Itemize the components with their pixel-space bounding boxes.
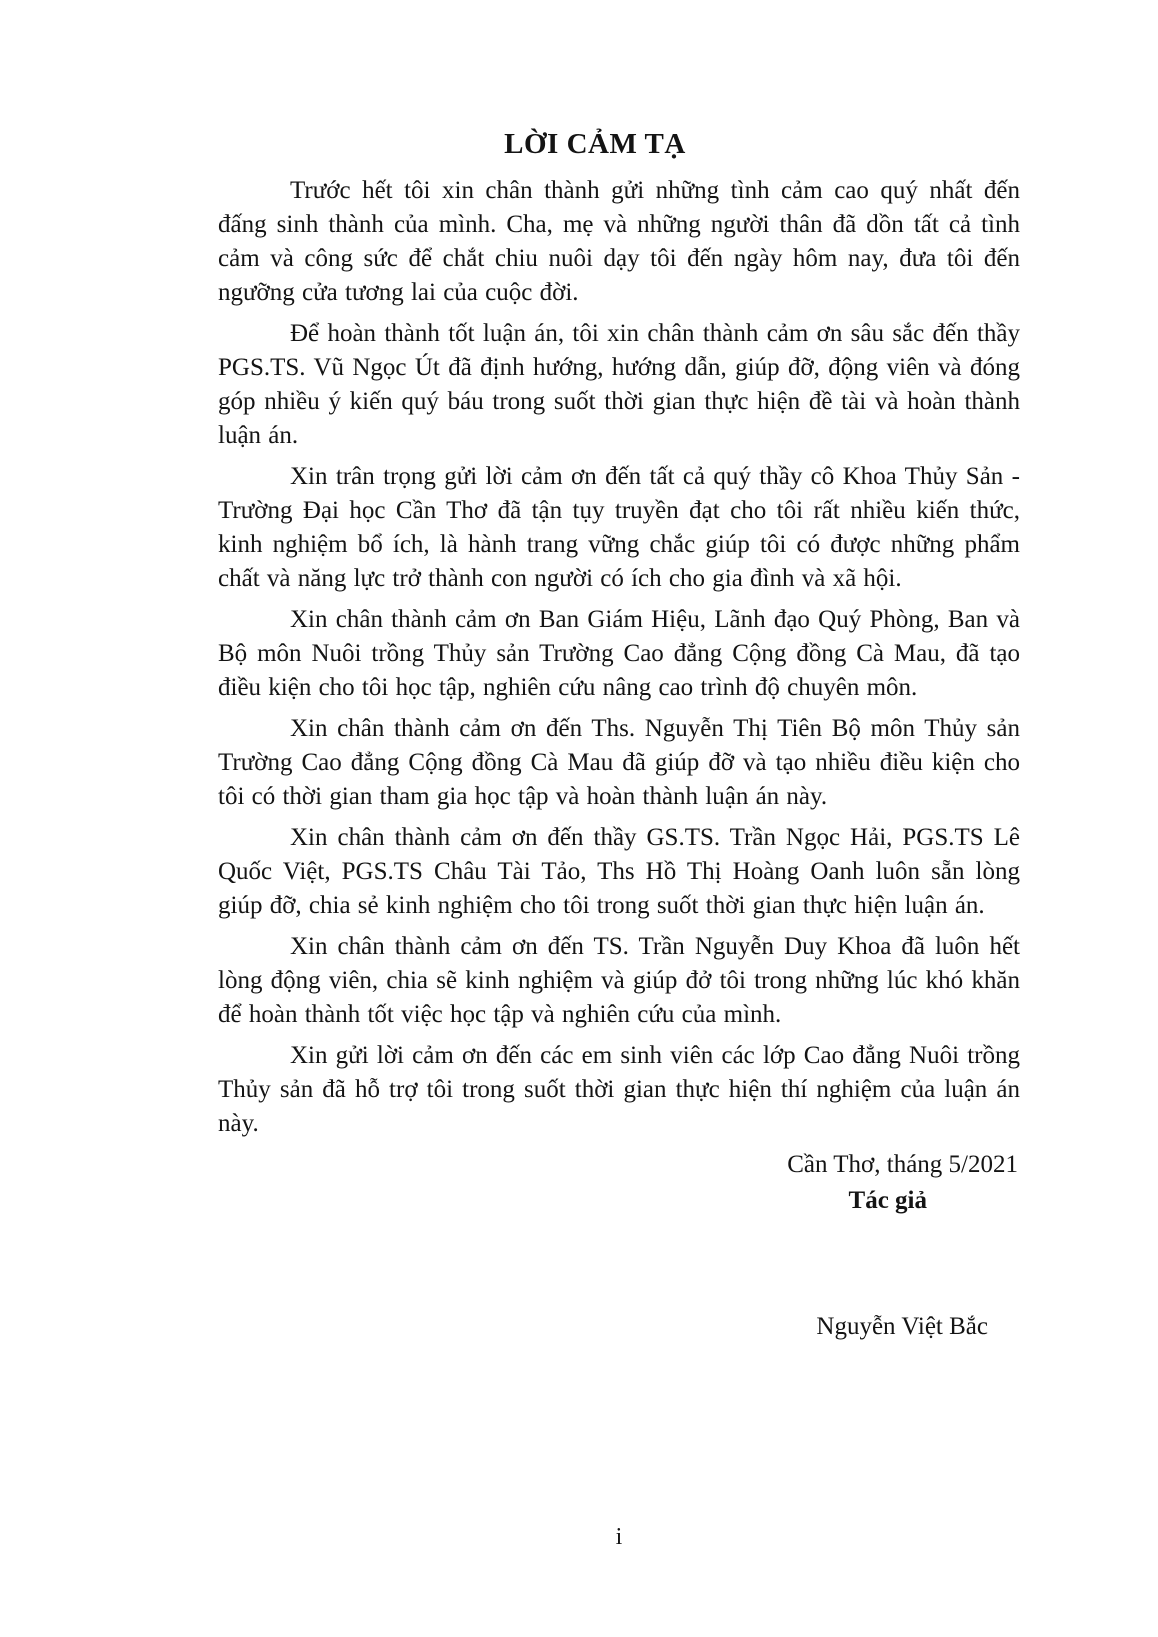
paragraph: Trước hết tôi xin chân thành gửi những tình cảm cao quý nhất đến đấng sinh thành của mình. Cha, mẹ và những người thân đã dồn tất cả tình cảm và công sức để chắt chiu nuôi dạy tôi đến ngày hôm nay, đưa tôi đến ngưỡng cửa tương lai của cuộc đời. [218,177,1020,306]
paragraph: Xin gửi lời cảm ơn đến các em sinh viên các lớp Cao đẳng Nuôi trồng Thủy sản đã hỗ trợ tôi trong suốt thời gian thực hiện thí nghiệm của luận án này. [218,1042,1020,1137]
paragraph: Xin chân thành cảm ơn đến thầy GS.TS. Trần Ngọc Hải, PGS.TS Lê Quốc Việt, PGS.TS Châu Tài Tảo, Ths Hồ Thị Hoàng Oanh luôn sẵn lòng giúp đỡ, chia sẻ kinh nghiệm cho tôi trong suốt thời gian thực hiện luận án. [218,824,1020,919]
paragraph: Xin chân thành cảm ơn Ban Giám Hiệu, Lãnh đạo Quý Phòng, Ban và Bộ môn Nuôi trồng Thủy sản Trường Cao đẳng Cộng đồng Cà Mau, đã tạo điều kiện cho tôi học tập, nghiên cứu nâng cao trình độ chuyên môn. [218,606,1020,701]
closing-block [218,1148,1020,1344]
paragraph: Xin chân thành cảm ơn đến Ths. Nguyễn Thị Tiên Bộ môn Thủy sản Trường Cao đẳng Cộng đồng Cà Mau đã giúp đỡ và tạo nhiều điều kiện cho tôi có thời gian tham gia học tập và hoàn thành luận án này. [218,715,1020,810]
document-content [218,128,1020,1344]
page-number: i [615,1524,623,1550]
place-date: Cần Thơ, tháng 5/2021 [787,1151,1018,1178]
author-name: Nguyễn Việt Bắc [816,1313,988,1340]
page-title: LỜI CẢM TẠ [504,128,686,160]
paragraph: Để hoàn thành tốt luận án, tôi xin chân thành cảm ơn sâu sắc đến thầy PGS.TS. Vũ Ngọc Út đã định hướng, hướng dẫn, giúp đỡ, động viên và đóng góp nhiều ý kiến quý báu trong suốt thời gian thực hiện đề tài và hoàn thành luận án. [218,320,1020,449]
paragraph: Xin chân thành cảm ơn đến TS. Trần Nguyễn Duy Khoa đã luôn hết lòng động viên, chia sẽ kinh nghiệm và giúp đở tôi trong những lúc khó khăn để hoàn thành tốt việc học tập và nghiên cứu của mình. [218,933,1020,1028]
paragraph: Xin trân trọng gửi lời cảm ơn đến tất cả quý thầy cô Khoa Thủy Sản - Trường Đại học Cần Thơ đã tận tụy truyền đạt cho tôi rất nhiều kiến thức, kinh nghiệm bổ ích, là hành trang vững chắc giúp tôi có được những phẩm chất và năng lực trở thành con người có ích cho gia đình và xã hội. [218,463,1020,592]
author-label: Tác giả [848,1187,927,1214]
